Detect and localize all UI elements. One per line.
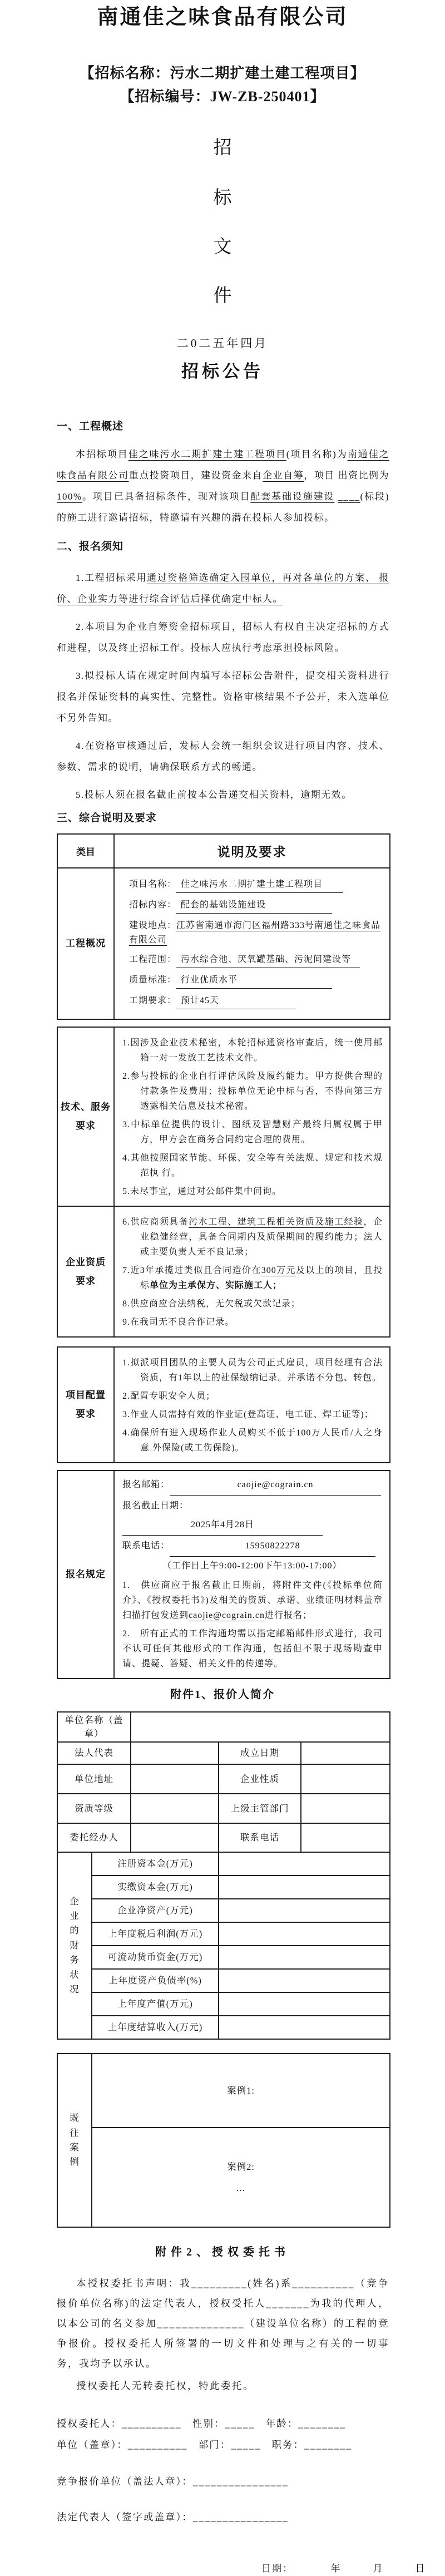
field-project-name: [129, 877, 384, 893]
signup-item-1: 1. 供应商应于报名截止日期前，将附件文件(《投标单位简介》、《授权委托书》)及相关的资质、承诺、业绩证明材料盖章扫描打包发送到caojie@cograin.cn进行报名；: [122, 1581, 383, 1620]
overview-paragraph: 本招标项目佳之味污水二期扩建土建工程项目(项目名称)为南通佳之味食品有限公司重点投资项目，建设资金来自企业自筹，项目 出资比例为100%。项目已具备招标条件，现对该项目配套基础设施建设 ____(标段)的施工进行邀请招标，特邀请有兴趣的潜在投标人参加投标。: [57, 449, 390, 523]
notice-item-5: 5.投标人须在报名截止前按本公告递交相关资料，逾期无效。: [76, 789, 352, 800]
spec-table-overview: [57, 833, 390, 1020]
row-label-qualification: [57, 1206, 114, 1337]
spec-item-3: 3.中标单位提供的设计、图纸及智慧财产最终归属权属于甲方，甲方会在商务合同约定合理的费用。: [122, 1120, 383, 1144]
cell-label-legal-rep: 法人代表: [57, 1742, 131, 1764]
signup-email-field: [122, 1475, 383, 1496]
financial-status-vertical-label: 企业的财务状况: [70, 1896, 80, 1995]
cell-label-settlement-income: 上年度结算收入(万元): [92, 2016, 219, 2039]
field-value: 15950822278: [170, 1537, 375, 1557]
column-header-requirements: 说明及要求: [114, 834, 390, 868]
column-header-category: 类目: [57, 834, 114, 868]
field-tender-content: [129, 898, 384, 914]
team-items-cell: [114, 1347, 390, 1463]
spec-table-signup: [57, 1470, 390, 1679]
doc-char-zhao: 招: [213, 138, 232, 158]
past-cases-table: [57, 2053, 390, 2228]
input-cell-net-assets: [219, 1899, 390, 1922]
field-label: 招标内容：: [129, 900, 177, 910]
section3-heading: 三、综合说明及要求: [57, 812, 157, 824]
cell-label-contact-phone: 联系电话: [219, 1823, 301, 1852]
field-value: 行业优质水平: [176, 973, 332, 989]
input-cell-founded-date: [301, 1742, 390, 1764]
section2-heading: 二、报名须知: [57, 541, 124, 552]
row-label-line: 要求: [76, 1409, 96, 1419]
team-item-2: 2.配置专职安全人员；: [122, 1391, 216, 1401]
field-value: 污水综合池、厌氧罐基础、污泥间建设等: [176, 953, 360, 968]
cell-label-liquid-funds: 可流动货币资金(万元): [92, 1946, 219, 1969]
field-label: 项目名称：: [129, 880, 177, 889]
field-label: 工期要求：: [129, 996, 177, 1005]
signup-cell: [114, 1470, 390, 1679]
row-label-line: 企业资质: [66, 1256, 106, 1267]
company-title: 南通佳之味食品有限公司: [97, 6, 348, 29]
row-label-tech-service: [57, 1027, 114, 1206]
notice-item-1: 1.工程招标采用通过资格筛选确定入围单位，再对各单位的方案、 报价、企业实力等进行综合评估后择优确定中标人。: [57, 573, 390, 604]
poa-bidder-seal-line: 竞争报价单位（盖法人章）：________________: [57, 2476, 289, 2487]
field-label: 质量标准：: [129, 975, 177, 985]
field-quality: [129, 973, 384, 989]
date-line: 日期： 年 月 日: [261, 2563, 426, 2574]
cover-date: 二0二五年四月: [176, 337, 269, 350]
team-item-3: 3.作业人员需持有效的作业证(登高证、电工证、焊工证等)；: [122, 1410, 374, 1419]
cell-label-output-value: 上年度产值(万元): [92, 1992, 219, 2016]
tender-code-line: 【招标编号：JW-ZB-250401】: [120, 88, 325, 105]
notice-item-2: 2.本项目为企业自筹资金招标项目，招标人有权自主决定招标的方式 和进程，以及终止招标工作。投标人应执行考虑承担投标风险。: [57, 621, 389, 653]
signup-item-2: 2. 所有正式的工作沟通均需以指定邮箱邮件形式进行，我司不认可任何其他形式的工作沟通，包括但不限于现场勘查申请、提疑、答疑、相关文件的传递等。: [122, 1629, 383, 1669]
row-label-team: [57, 1347, 114, 1463]
field-value: 佳之味污水二期扩建土建工程项目: [176, 877, 343, 893]
row-label-line: 技术、服务: [61, 1102, 111, 1112]
case1-cell: 案例1:: [92, 2054, 390, 2128]
spec-item-1: 1.因涉及企业技术秘密，本轮招标通资格审查后，统一使用邮箱一对一发放工艺技术文件。: [122, 1038, 383, 1063]
cell-label-enterprise-type: 企业性质: [219, 1764, 301, 1794]
signup-hours-note: （工作日上午9:00-12:00下午13:00-17:00）: [162, 1561, 342, 1571]
signup-phone-field: [122, 1537, 383, 1557]
input-cell-agent: [131, 1823, 219, 1852]
field-label: 建设地点：: [129, 921, 177, 930]
team-item-4: 4.确保所有进入现场作业人员购买不低于100万人民币/人之身意 外保险(或工伤保险)。: [122, 1428, 383, 1453]
spec-table-tech-qual: [57, 1027, 390, 1338]
poa-legal-rep-sign-line: 法定代表人（签字或盖章）：________________: [57, 2511, 289, 2523]
field-value: 配套的基础设施建设: [176, 898, 332, 914]
doc-char-wen: 文: [213, 237, 232, 257]
notice-item-4: 4.在资格审核通过后，发标人会统一组织会议进行项目内容、技术、 参数、需求的说明，请确保联系方式的畅通。: [57, 741, 389, 772]
doc-char-biao: 标: [213, 188, 232, 208]
spec-item-5: 5.未尽事宜，通过对公邮件集中问询。: [122, 1187, 282, 1196]
case2-title: 案例2:: [227, 2161, 255, 2172]
row-label-overview: 工程概况: [57, 868, 114, 1019]
case2-ellipsis: …: [236, 2182, 246, 2193]
case2-cell: [92, 2128, 390, 2227]
spec-item-7: 7.近3年承揽过类似且合同造价在300万元及以上的项目，且投标单位为主承保方、实际施工人；: [122, 1266, 383, 1290]
row-label-line: 项目配置: [66, 1390, 106, 1400]
row-label-line: 要求: [76, 1275, 96, 1286]
cell-label-net-assets: 企业净资产(万元): [92, 1899, 219, 1922]
cell-label-after-tax-profit: 上年度税后利润(万元): [92, 1922, 219, 1946]
cell-label-past-cases: [57, 2054, 92, 2227]
field-value: 预计45天: [176, 994, 296, 1009]
announcement-title: 招标公告: [181, 362, 264, 381]
doc-char-jian: 件: [213, 286, 232, 306]
cell-label-unit-name: 单位名称（盖章）: [57, 1712, 131, 1742]
attachment2-heading: 附件2、授权委托书: [155, 2246, 290, 2258]
field-value: caojie@cograin.cn: [170, 1475, 381, 1496]
input-cell-legal-rep: [131, 1742, 219, 1764]
field-label: 联系电话：: [122, 1541, 170, 1551]
team-item-1: 1.拟派项目团队的主要人员为公司正式雇员，项目经理有合法资质，有1年以上的社保缴纳记录。并承诺不分包、转包。: [122, 1358, 383, 1383]
spec-item-4: 4.其他按照国家节能、环保、安全等有关法规、规定和技术规范执 行。: [122, 1153, 383, 1178]
cell-label-debt-ratio: 上年度资产负债率(%): [92, 1969, 219, 1992]
row-label-signup: 报名规定: [57, 1470, 114, 1679]
input-cell-registered-capital: [219, 1852, 390, 1876]
input-cell-unit-address: [131, 1764, 219, 1794]
qual-items-cell: [114, 1206, 390, 1337]
past-cases-vertical-label: 既往案例: [70, 2113, 80, 2168]
spec-item-9: 9.在我司无不良合作记录。: [122, 1317, 235, 1327]
poa-declaration-paragraph: 本授权委托书声明：我_________(姓名)系__________（竞争报价单位名称)的法定代表人，授权受托人_______为我的代理人，以本公司的名义参加______________（建设单位名称）的工程的竞争报价。授权委托人所签署的一切文件和处理与之有关的一切事务，我均予以承认。: [57, 2278, 389, 2369]
spec-item-6: 6.供应商须具备污水工程、建筑工程相关资质及施工经验，企业稳健经营，具备合同期内及质保期间的履约能力；法人或主要负责人无不良记录；: [122, 1217, 383, 1257]
field-value: 江苏省南通市海门区福州路333号南通佳之味食品有限公司: [129, 921, 381, 945]
poa-commitment-line: 授权委托人无转委托权，特此委托。: [76, 2380, 254, 2391]
input-cell-contact-phone: [301, 1823, 390, 1852]
field-label: 报名截止日期：: [122, 1501, 189, 1511]
field-duration: [129, 994, 384, 1009]
input-cell-debt-ratio: [219, 1969, 390, 1992]
spec-item-2: 2.参与投标的企业自行评估风险及履约能力。甲方提供合理的付款条件及费用；投标单位无论中标与否，不得向第三方透露相关信息及技术秘密。: [122, 1072, 383, 1111]
notice-item-3: 3.拟投标人请在规定时间内填写本招标公告附件，提交相关资料进行 报名并保证资料的真实性、完整性。资格审核结果不予公开，未入选单位 不另外告知。: [57, 670, 389, 723]
tender-name-line: 【招标名称：污水二期扩建土建工程项目】: [80, 65, 365, 81]
field-label: 报名邮箱：: [122, 1480, 170, 1489]
poa-agent-line: 授权委托人：__________ 性别：_____ 年龄：________: [57, 2418, 347, 2429]
cell-label-qualification-grade: 资质等级: [57, 1794, 131, 1823]
input-cell-settlement-income: [219, 2016, 390, 2039]
poa-unit-line: 单位（盖章）：__________ 部门：_____ 职务：________: [57, 2439, 352, 2450]
field-scope: [129, 953, 384, 968]
bidder-profile-table: [57, 1711, 390, 2040]
spec-item-8: 8.供应商应合法纳税，无欠税或欠款记录；: [122, 1299, 301, 1309]
row-label-line: 要求: [76, 1121, 96, 1131]
cell-label-unit-address: 单位地址: [57, 1764, 131, 1794]
input-cell-qualification-grade: [131, 1794, 219, 1823]
input-cell-enterprise-type: [301, 1764, 390, 1794]
cell-label-financial-status: [57, 1852, 92, 2039]
input-cell-unit-name: [131, 1712, 390, 1742]
spec-table-team: [57, 1346, 390, 1463]
cell-label-registered-capital: 注册资本金(万元): [92, 1852, 219, 1876]
field-value: 2025年4月28日: [122, 1516, 323, 1536]
cell-label-agent: 委托经办人: [57, 1823, 131, 1852]
field-label: 工程范围：: [129, 955, 177, 964]
overview-fields-cell: [114, 868, 390, 1019]
cell-label-superior-dept: 上级主管部门: [219, 1794, 301, 1823]
input-cell-superior-dept: [301, 1794, 390, 1823]
input-cell-liquid-funds: [219, 1946, 390, 1969]
signup-deadline-field: [122, 1497, 383, 1536]
input-cell-paidin-capital: [219, 1876, 390, 1899]
input-cell-output-value: [219, 1992, 390, 2016]
cell-label-paidin-capital: 实缴资本金(万元): [92, 1876, 219, 1899]
cell-label-founded-date: 成立日期: [219, 1742, 301, 1764]
attachment1-heading: 附件1、报价人简介: [170, 1689, 275, 1701]
input-cell-after-tax-profit: [219, 1922, 390, 1946]
field-location: [129, 919, 384, 948]
tech-items-cell: [114, 1027, 390, 1206]
section1-heading: 一、工程概述: [57, 421, 124, 432]
